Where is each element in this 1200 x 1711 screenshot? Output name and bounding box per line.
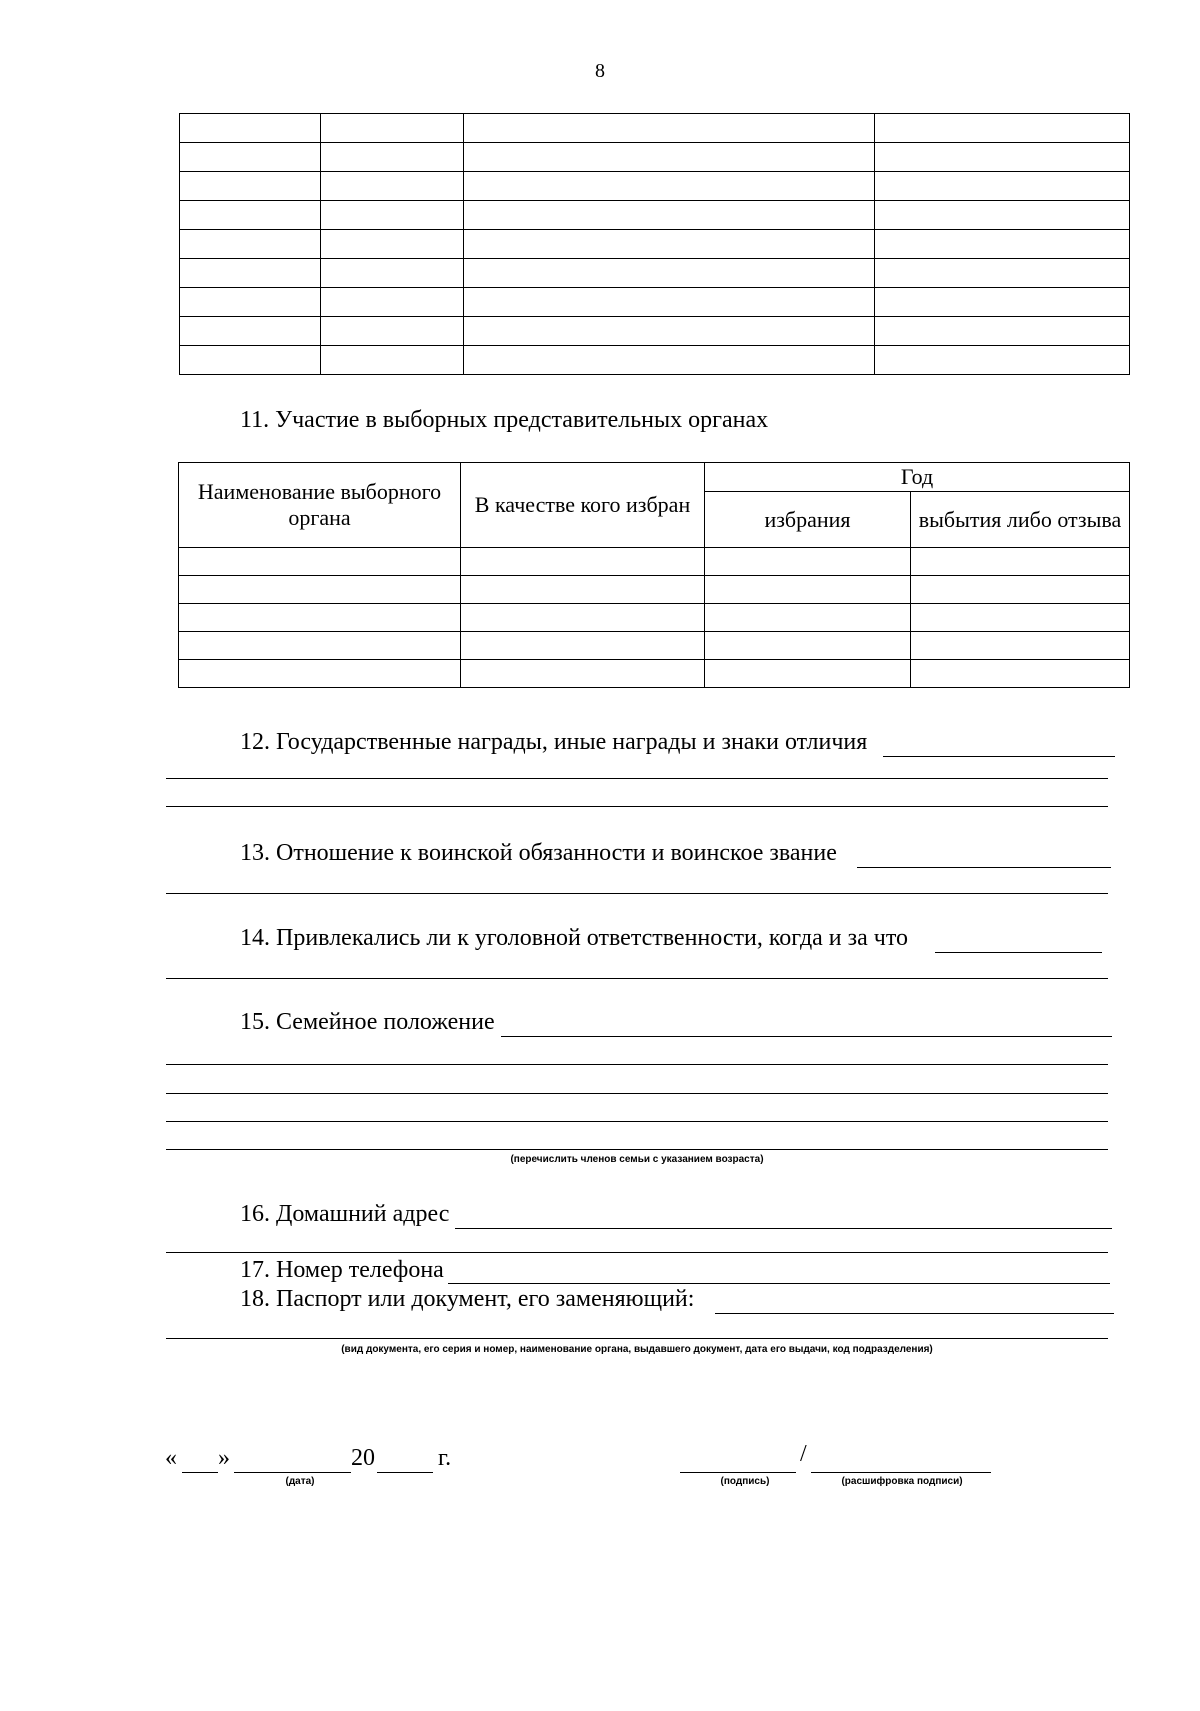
table-cell[interactable] <box>705 660 911 688</box>
table-row <box>179 660 1130 688</box>
section-14-line-1[interactable] <box>166 958 1108 979</box>
table-row <box>179 576 1130 604</box>
table-cell[interactable] <box>461 660 705 688</box>
table-cell[interactable] <box>321 259 464 288</box>
signature-field[interactable] <box>680 1446 796 1473</box>
page-number: 8 <box>595 60 605 82</box>
section-15-line-4[interactable] <box>166 1129 1108 1150</box>
table-cell[interactable] <box>180 346 321 375</box>
table-row <box>180 201 1130 230</box>
section-13-label: 13. Отношение к воинской обязанности и воинское звание <box>240 840 837 866</box>
section-16-line-1[interactable] <box>166 1232 1108 1253</box>
table-cell[interactable] <box>180 317 321 346</box>
section-12-field[interactable] <box>883 728 1115 757</box>
table-cell[interactable] <box>464 201 875 230</box>
table-cell[interactable] <box>180 201 321 230</box>
section-18-line-1[interactable] <box>166 1318 1108 1339</box>
table-cell[interactable] <box>461 632 705 660</box>
section-17-field[interactable] <box>448 1256 1110 1284</box>
table-cell[interactable] <box>180 172 321 201</box>
section-14-field[interactable] <box>935 924 1102 953</box>
table-cell[interactable] <box>179 548 461 576</box>
section-15-caption: (перечислить членов семьи с указанием возраста) <box>510 1154 764 1165</box>
header-leave-year: выбытия либо отзыва <box>911 492 1130 548</box>
date-month-field[interactable] <box>234 1446 351 1473</box>
header-year: Год <box>705 463 1130 492</box>
date-year-prefix: 20 <box>351 1445 375 1471</box>
table-cell[interactable] <box>875 201 1130 230</box>
table-cell[interactable] <box>705 632 911 660</box>
section-18-caption: (вид документа, его серия и номер, наименование органа, выдавшего документ, дата его выдачи, код подразделения) <box>341 1344 933 1355</box>
section-18-label: 18. Паспорт или документ, его заменяющий: <box>240 1286 695 1312</box>
table-cell[interactable] <box>464 259 875 288</box>
section-12-line-1[interactable] <box>166 758 1108 779</box>
date-year-field[interactable] <box>377 1446 433 1473</box>
table-cell[interactable] <box>180 143 321 172</box>
section-16-label: 16. Домашний адрес <box>240 1201 450 1227</box>
table-cell[interactable] <box>321 143 464 172</box>
date-day-field[interactable] <box>182 1446 218 1473</box>
table-cell[interactable] <box>321 172 464 201</box>
section-15-label: 15. Семейное положение <box>240 1009 495 1035</box>
table-cell[interactable] <box>464 317 875 346</box>
section-15-line-2[interactable] <box>166 1073 1108 1094</box>
table-row <box>180 114 1130 143</box>
table-cell[interactable] <box>321 346 464 375</box>
section-15-line-1[interactable] <box>166 1044 1108 1065</box>
table-row <box>179 632 1130 660</box>
elected-bodies-table <box>178 462 1130 688</box>
section-16-field[interactable] <box>455 1200 1112 1229</box>
date-quote-open: « <box>165 1445 177 1471</box>
table-cell[interactable] <box>179 660 461 688</box>
table-row <box>180 288 1130 317</box>
header-election-year: избрания <box>705 492 911 548</box>
table-cell[interactable] <box>461 548 705 576</box>
table-cell[interactable] <box>321 317 464 346</box>
table-row <box>180 172 1130 201</box>
table-cell[interactable] <box>911 604 1130 632</box>
section-11-title: 11. Участие в выборных представительных органах <box>240 407 769 433</box>
table-row <box>180 143 1130 172</box>
table-cell[interactable] <box>321 230 464 259</box>
table-cell[interactable] <box>179 604 461 632</box>
table-cell[interactable] <box>705 548 911 576</box>
table-cell[interactable] <box>180 259 321 288</box>
table-cell[interactable] <box>321 288 464 317</box>
table-cell[interactable] <box>180 230 321 259</box>
section-12-label: 12. Государственные награды, иные награды и знаки отличия <box>240 729 868 755</box>
table-cell[interactable] <box>461 576 705 604</box>
signature-decoding-caption: (расшифровка подписи) <box>841 1476 963 1487</box>
table-cell[interactable] <box>875 114 1130 143</box>
table-cell[interactable] <box>464 230 875 259</box>
section-12-line-2[interactable] <box>166 786 1108 807</box>
section-15-field[interactable] <box>501 1008 1112 1037</box>
table-row <box>180 259 1130 288</box>
section-17-label: 17. Номер телефона <box>240 1257 444 1283</box>
table-cell[interactable] <box>180 288 321 317</box>
section-14-label: 14. Привлекались ли к уголовной ответственности, когда и за что <box>240 925 909 951</box>
table-cell[interactable] <box>875 288 1130 317</box>
table-cell[interactable] <box>180 114 321 143</box>
table-row <box>180 230 1130 259</box>
table-cell[interactable] <box>875 230 1130 259</box>
continuation-table <box>179 113 1130 375</box>
table-cell[interactable] <box>464 143 875 172</box>
table-cell[interactable] <box>705 576 911 604</box>
header-elected-as: В качестве кого избран <box>461 463 705 548</box>
signature-slash: / <box>800 1441 807 1467</box>
header-body-name: Наименование выборного органа <box>179 463 461 548</box>
signature-decoding-field[interactable] <box>811 1446 991 1473</box>
table-cell[interactable] <box>875 317 1130 346</box>
table-cell[interactable] <box>321 114 464 143</box>
table-cell[interactable] <box>911 548 1130 576</box>
section-18-field[interactable] <box>715 1285 1114 1314</box>
table-cell[interactable] <box>911 576 1130 604</box>
table-row <box>180 317 1130 346</box>
section-15-line-3[interactable] <box>166 1101 1108 1122</box>
table-row <box>179 604 1130 632</box>
section-13-line-1[interactable] <box>166 873 1108 894</box>
table-cell[interactable] <box>179 576 461 604</box>
section-13-field[interactable] <box>857 839 1111 868</box>
table-cell[interactable] <box>705 604 911 632</box>
table-cell[interactable] <box>875 346 1130 375</box>
table-cell[interactable] <box>461 604 705 632</box>
table-cell[interactable] <box>875 143 1130 172</box>
table-cell[interactable] <box>321 201 464 230</box>
signature-caption: (подпись) <box>720 1476 770 1487</box>
date-year-suffix: г. <box>438 1445 452 1471</box>
table-row <box>179 548 1130 576</box>
date-quote-close: » <box>218 1445 230 1471</box>
date-caption: (дата) <box>285 1476 315 1487</box>
table-cell[interactable] <box>875 259 1130 288</box>
table-cell[interactable] <box>464 114 875 143</box>
table-row <box>180 346 1130 375</box>
table-cell[interactable] <box>179 632 461 660</box>
table-cell[interactable] <box>911 632 1130 660</box>
table-cell[interactable] <box>464 288 875 317</box>
table-cell[interactable] <box>911 660 1130 688</box>
table-cell[interactable] <box>875 172 1130 201</box>
table-cell[interactable] <box>464 172 875 201</box>
table-cell[interactable] <box>464 346 875 375</box>
